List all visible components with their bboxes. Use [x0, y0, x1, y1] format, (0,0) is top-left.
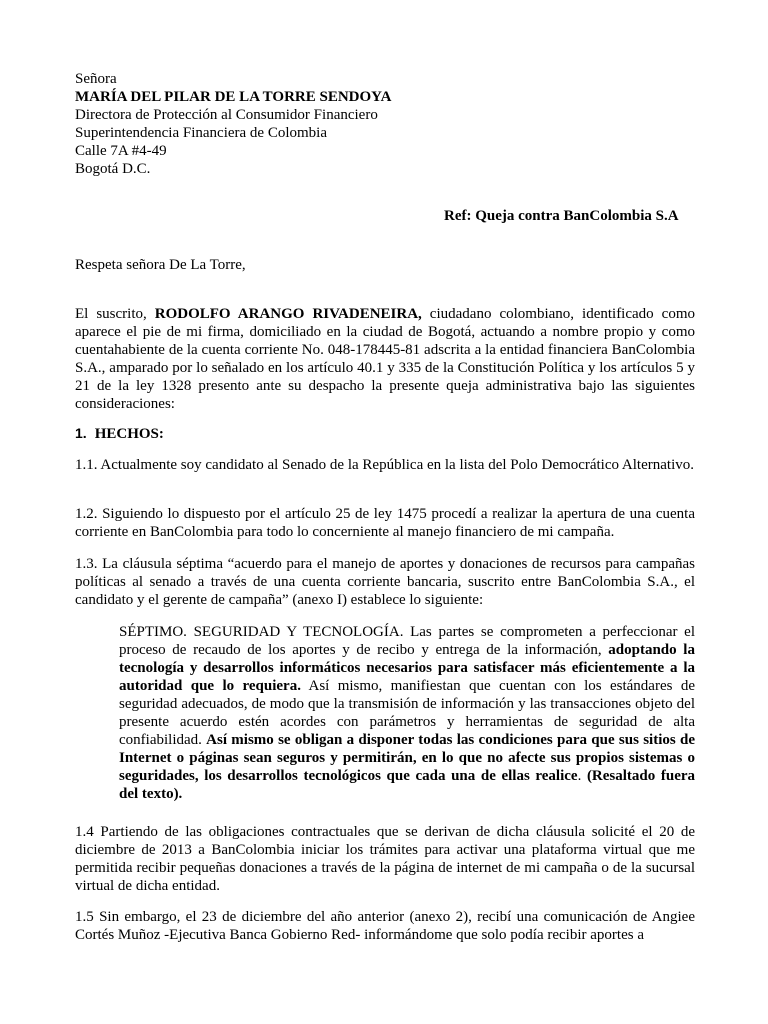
- sender-name: RODOLFO ARANGO RIVADENEIRA,: [154, 306, 422, 322]
- recipient-name: MARÍA DEL PILAR DE LA TORRE SENDOYA: [75, 89, 392, 105]
- recipient-institution: Superintendencia Financiera de Colombia: [75, 125, 328, 141]
- quote-bold-1: adoptando la tecnología y desarrollos informáticos necesarios para satisfacer más eficientemente a la autoridad que lo requiera.: [119, 642, 695, 694]
- recipient-city: Bogotá D.C.: [75, 161, 151, 177]
- section-title: HECHOS:: [94, 426, 164, 442]
- intro-text-end: ciudadano colombiano, identificado como aparece el pie de mi firma, domiciliado en la ciudad de Bogotá, actuando a nombre propio y como cuentahabiente de la cuenta corriente No. 048-178445-81 adscrita a la entidad financiera BanColombia S.A., amparado por lo señalado en los artículo 40.1 y 335 de la Constitución Política y los artículos 5 y 21 de la ley 1328 presento ante su despacho la presente queja administrativa bajo las siguientes consideraciones:: [75, 306, 695, 412]
- greeting: Respeta señora De La Torre,: [75, 257, 246, 273]
- quote-bold-2: Así mismo se obligan a disponer todas las condiciones para que sus sitios de Internet o páginas sean seguros y permitirán, en lo que no afecte sus propios sistemas o seguridades, los desarrollos tecnológicos que cada una de ellas realice: [119, 732, 695, 784]
- section-heading: [75, 424, 164, 443]
- section-number: 1.: [75, 425, 87, 441]
- quoted-clause: [119, 623, 695, 803]
- recipient-position: Directora de Protección al Consumidor Financiero: [75, 107, 378, 123]
- paragraph-1-5: 1.5 Sin embargo, el 23 de diciembre del año anterior (anexo 2), recibí una comunicación de Angiee Cortés Muñoz -Ejecutiva Banca Gobierno Red- informándome que solo podía recibir aportes a: [75, 909, 695, 943]
- quote-text-2: Así mismo, manifiestan que cuentan con los estándares de seguridad adecuados, de modo que la transmisión de información y las transacciones objeto del presente acuerdo estén acordes con parámetros y herramientas de seguridad de alta confiabilidad.: [119, 678, 695, 748]
- paragraph-1-3: 1.3. La cláusula séptima “acuerdo para el manejo de aportes y donaciones de recursos para campañas políticas al senado a través de una cuenta corriente bancaria, suscrito entre BanColombia S.A., el candidato y el gerente de campaña” (anexo I) establece lo siguiente:: [75, 556, 695, 608]
- paragraph-1-2: 1.2. Siguiendo lo dispuesto por el artículo 25 de ley 1475 procedí a realizar la apertura de una cuenta corriente en BanColombia para todo lo concerniente al manejo financiero de mi campaña.: [75, 506, 695, 540]
- intro-text-start: El suscrito,: [75, 306, 155, 322]
- paragraph-1-4: 1.4 Partiendo de las obligaciones contractuales que se derivan de dicha cláusula solicité el 20 de diciembre de 2013 a BanColombia iniciar los trámites para activar una plataforma virtual que me permitida recibir pequeñas donaciones a través de la página de internet de mi campaña o de la sucursal virtual de dicha entidad.: [75, 824, 695, 894]
- intro-paragraph: [75, 305, 695, 413]
- paragraph-1-1: 1.1. Actualmente soy candidato al Senado de la República en la lista del Polo Democrático Alternativo.: [75, 457, 694, 473]
- quote-text-3: .: [577, 768, 587, 784]
- salutation-line: Señora: [75, 71, 117, 87]
- quote-bold-3: (Resaltado fuera del texto).: [119, 768, 696, 802]
- quote-text-1: SÉPTIMO. SEGURIDAD Y TECNOLOGÍA. Las partes se comprometen a perfeccionar el proceso de recaudo de los aportes y de recibo y entrega de la información,: [119, 624, 695, 658]
- reference-line: Ref: Queja contra BanColombia S.A: [444, 208, 679, 224]
- recipient-street: Calle 7A #4-49: [75, 143, 167, 159]
- recipient-address: [75, 70, 675, 178]
